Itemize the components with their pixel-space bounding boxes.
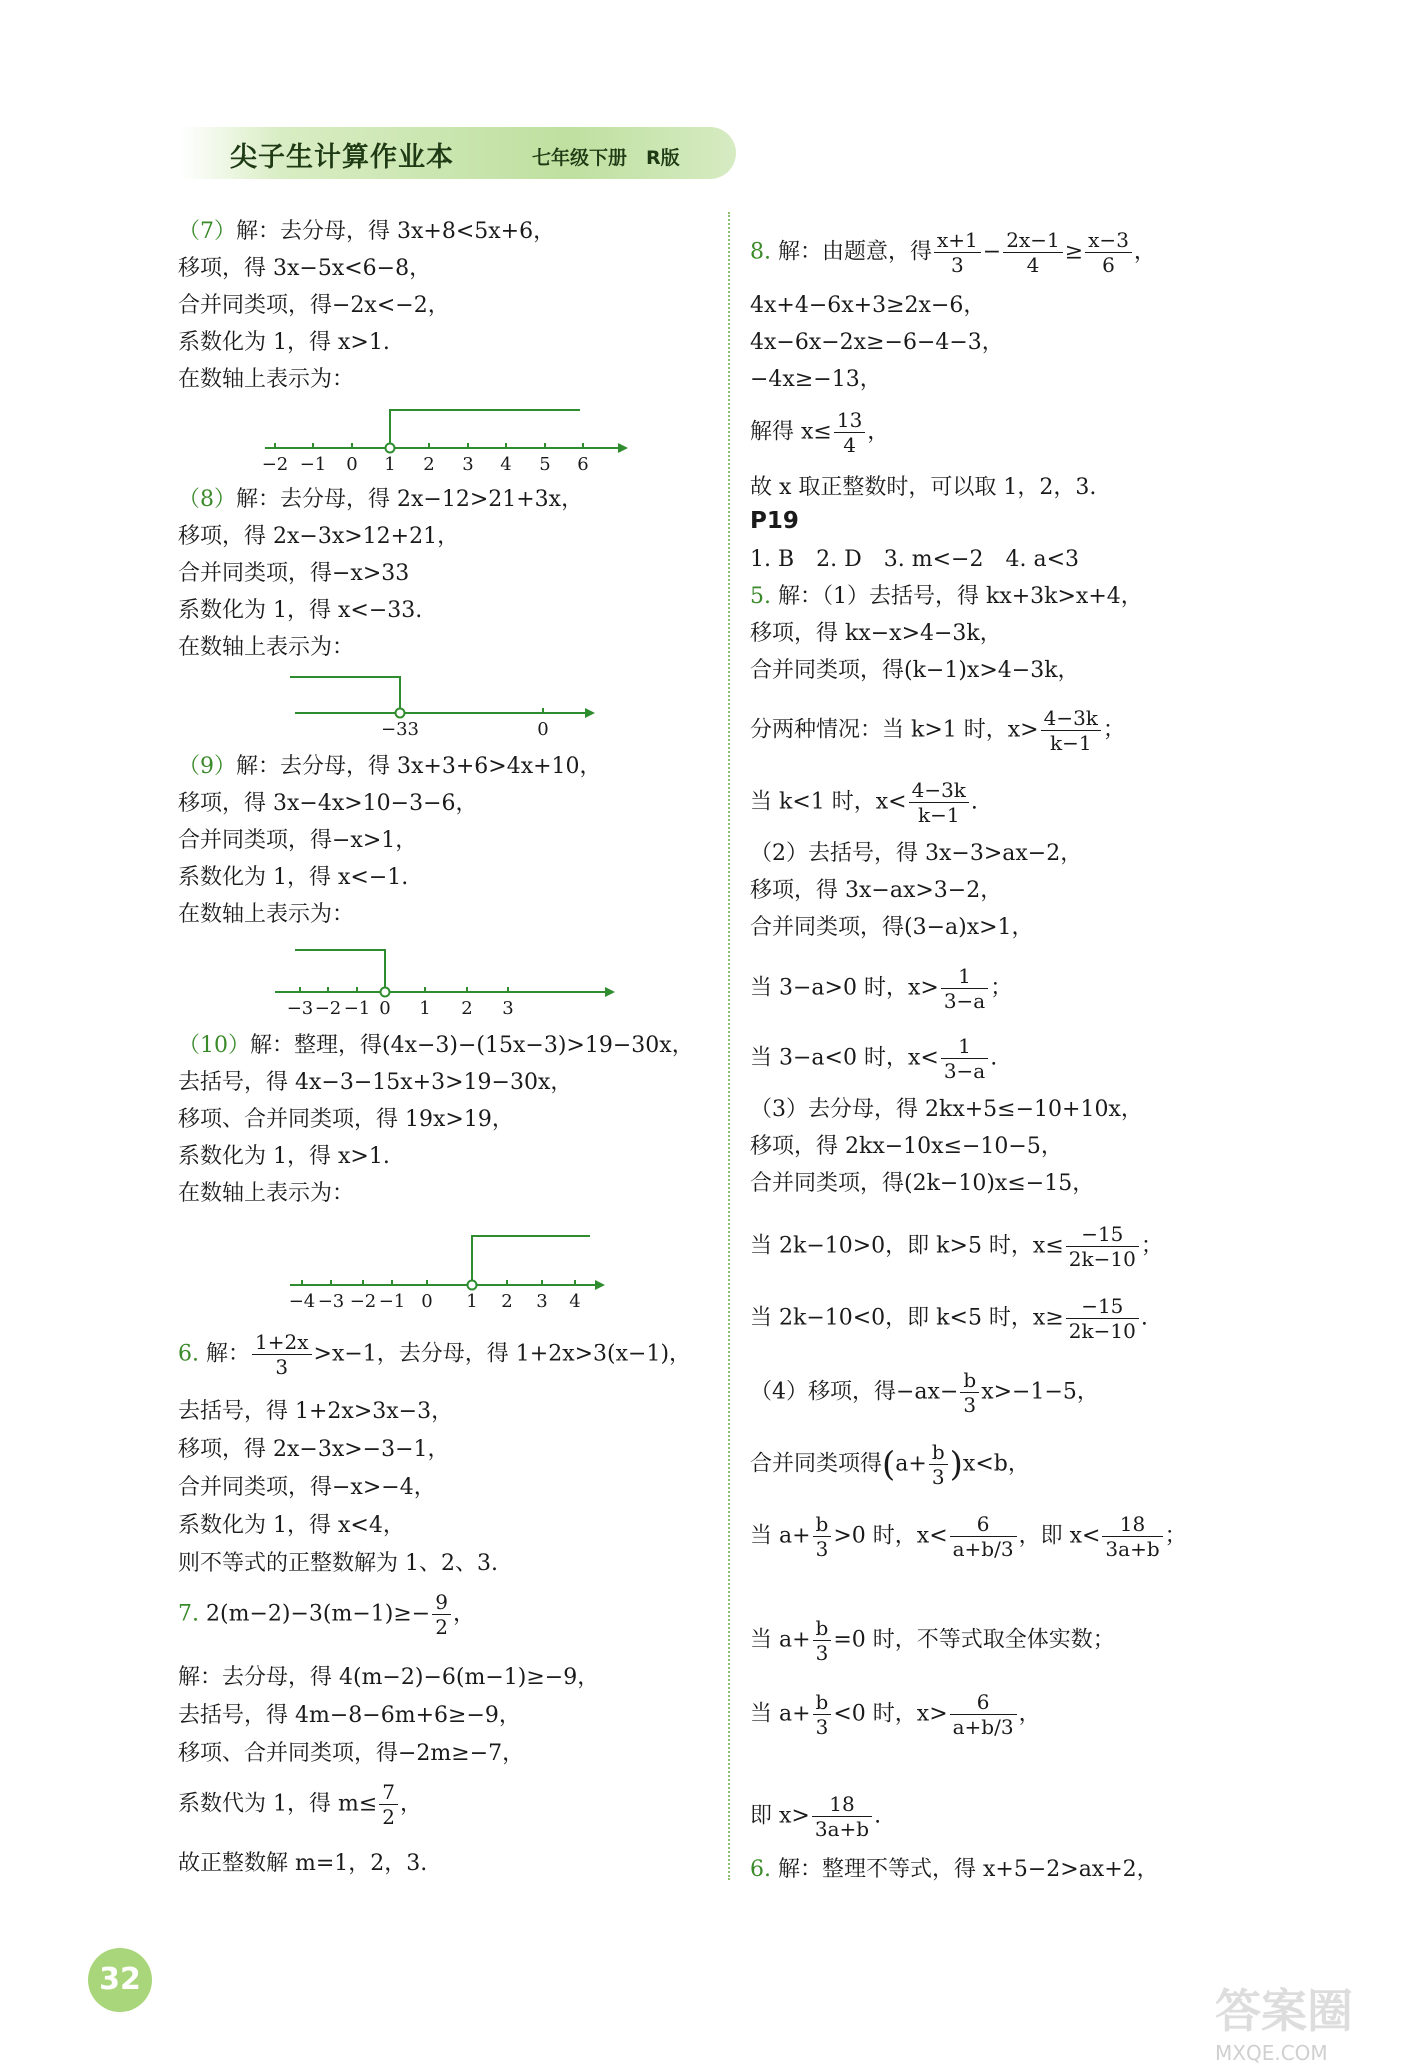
right-line: 6. 解：整理不等式，得 x+5−2>ax+2， (750, 1857, 1159, 1882)
axis-tick-label: −33 (381, 719, 419, 740)
right-line: 分两种情况：当 k>1 时，x> $\frac{4-3k}{k-1}$ ； (750, 706, 1125, 755)
number-line-1 (260, 400, 630, 475)
right-line: 移项，得 2kx−10x≤−10−5， (750, 1134, 1063, 1159)
right-line: 5. 解：（1）去括号，得 kx+3k>x+4， (750, 584, 1143, 609)
axis-tick-label: −4 (288, 1291, 316, 1308)
axis-tick-label: −3 (317, 1291, 345, 1308)
left-line: 移项，得 2x−3x>−3−1， (178, 1437, 450, 1462)
axis-tick-label: 2 (501, 1291, 513, 1308)
left-line: 解：去分母，得 4(m−2)−6(m−1)≥−9， (178, 1665, 600, 1690)
left-line: 移项、合并同类项，得−2m≥−7， (178, 1741, 525, 1766)
left-line: 在数轴上表示为： (178, 367, 355, 392)
axis-tick-label: 0 (537, 719, 549, 740)
right-line: 当 a+ $\frac{b}{3}$ >0 时，x< $\frac{6}{a+b/3}$ ，即 x< $\frac{18}{3a+b}$ ； (750, 1512, 1187, 1561)
axis-tick-label: 0 (421, 1291, 433, 1308)
left-line: 则不等式的正整数解为 1、2、3. (178, 1551, 498, 1576)
number-line-3 (270, 940, 620, 1020)
right-line: 解得 x≤ $\frac{13}{4}$ ， (750, 408, 890, 457)
right-line: 当 2k−10<0，即 k<5 时，x≥ $\frac{-15}{2k-10}$ . (750, 1294, 1148, 1343)
right-line: 合并同类项，得(3−a)x>1， (750, 915, 1034, 940)
left-line: 移项、合并同类项，得 19x>19， (178, 1107, 514, 1132)
axis-tick-label: −2 (261, 454, 289, 475)
left-line: 移项，得 3x−4x>10−3−6， (178, 791, 478, 816)
right-line: 当 k<1 时，x< $\frac{4-3k}{k-1}$ . (750, 778, 978, 827)
axis-tick-label: −3 (286, 998, 314, 1019)
right-line: 合并同类项，得(2k−10)x≤−15， (750, 1171, 1095, 1196)
left-line: 在数轴上表示为： (178, 1181, 355, 1206)
left-line: （7）解：去分母，得 3x+8<5x+6， (178, 219, 556, 244)
page-ref-mark: P19 (750, 508, 799, 534)
left-line: 系数化为 1，得 x>1. (178, 330, 390, 355)
book-subtitle: 七年级下册 R版 (532, 147, 680, 169)
left-line: 故正整数解 m=1，2，3. (178, 1851, 428, 1876)
right-line: （4）移项，得−ax− $\frac{b}{3}$ x>−1−5， (750, 1368, 1099, 1417)
left-line: 移项，得 2x−3x>12+21， (178, 524, 460, 549)
left-line: （8）解：去分母，得 2x−12>21+3x， (178, 487, 584, 512)
axis-tick-label: 1 (466, 1291, 478, 1308)
left-line: 在数轴上表示为： (178, 902, 355, 927)
right-line: 8. 解：由题意，得 $\frac{x+1}{3}$ − $\frac{2x-1}{4}$ ≥ $\frac{x-3}{6}$ ， (750, 228, 1156, 277)
axis-tick-label: −1 (299, 454, 327, 475)
axis-tick-label: 3 (462, 454, 474, 475)
left-line: 在数轴上表示为： (178, 635, 355, 660)
right-line: 当 3−a<0 时，x< $\frac{1}{3-a}$ . (750, 1034, 998, 1083)
book-title: 尖子生计算作业本 (230, 142, 454, 173)
axis-tick-label: 0 (379, 998, 391, 1019)
left-line: 去括号，得 4x−3−15x+3>19−30x， (178, 1070, 573, 1095)
left-line: 去括号，得 4m−8−6m+6≥−9， (178, 1703, 521, 1728)
column-divider (728, 212, 730, 1880)
right-line: （3）去分母，得 2kx+5≤−10+10x， (750, 1097, 1143, 1122)
left-line: 合并同类项，得−x>33 (178, 561, 410, 586)
left-line: 系数代为 1，得 m≤ $\frac{7}{2}$ ， (178, 1780, 423, 1829)
axis-tick-label: −1 (343, 998, 371, 1019)
left-line: 系数化为 1，得 x<−1. (178, 865, 409, 890)
axis-tick-label: −2 (314, 998, 342, 1019)
axis-tick-label: 6 (577, 454, 589, 475)
axis-tick-label: 3 (502, 998, 514, 1019)
right-line: 故 x 取正整数时，可以取 1，2，3. (750, 475, 1097, 500)
left-line: （9）解：去分母，得 3x+3+6>4x+10， (178, 754, 602, 779)
axis-tick-label: 2 (423, 454, 435, 475)
axis-tick-label: 1 (384, 454, 396, 475)
right-line: 移项，得 3x−ax>3−2， (750, 878, 1003, 903)
left-line: 6. 解： $\frac{1+2x}{3}$ >x−1，去分母，得 1+2x>3(x−1)， (178, 1330, 692, 1379)
right-line: 当 a+ $\frac{b}{3}$ <0 时，x> $\frac{6}{a+b/3}$ ， (750, 1690, 1041, 1739)
axis-tick-label: 2 (461, 998, 473, 1019)
right-line: −4x≥−13， (750, 367, 882, 392)
axis-tick-label: 5 (539, 454, 551, 475)
left-line: 系数化为 1，得 x<4， (178, 1513, 405, 1538)
axis-tick-label: 4 (500, 454, 512, 475)
right-line: 1. B 2. D 3. m<−2 4. a<3 (750, 547, 1080, 572)
left-line: 合并同类项，得−x>1， (178, 828, 418, 853)
left-line: 去括号，得 1+2x>3x−3， (178, 1399, 454, 1424)
right-line: 合并同类项，得(k−1)x>4−3k， (750, 658, 1080, 683)
left-line: 合并同类项，得−x>−4， (178, 1475, 436, 1500)
left-line: 合并同类项，得−2x<−2， (178, 293, 450, 318)
right-line: 当 2k−10>0，即 k>5 时，x≤ $\frac{-15}{2k-10}$ ； (750, 1222, 1163, 1271)
right-line: 4x+4−6x+3≥2x−6， (750, 293, 986, 318)
left-line: 系数化为 1，得 x<−33. (178, 598, 423, 623)
axis-tick-label: 0 (346, 454, 358, 475)
right-line: 即 x> $\frac{18}{3a+b}$ . (750, 1792, 882, 1841)
page-number-badge: 32 (88, 1948, 152, 2012)
right-line: 移项，得 kx−x>4−3k， (750, 621, 1002, 646)
number-line-4 (285, 1228, 615, 1308)
right-line: 合并同类项得(a+ $\frac{b}{3}$ )x<b， (750, 1440, 1030, 1489)
number-line-2 (285, 668, 605, 743)
left-line: （10）解：整理，得(4x−3)−(15x−3)>19−30x， (178, 1033, 694, 1058)
right-line: 当 a+ $\frac{b}{3}$ =0 时，不等式取全体实数； (750, 1616, 1115, 1665)
left-line: 7. 2(m−2)−3(m−1)≥− $\frac{9}{2}$ ， (178, 1590, 475, 1639)
axis-tick-label: −2 (349, 1291, 377, 1308)
left-line: 移项，得 3x−5x<6−8， (178, 256, 432, 281)
left-line: 系数化为 1，得 x>1. (178, 1144, 390, 1169)
right-line: （2）去括号，得 3x−3>ax−2， (750, 841, 1083, 866)
site-watermark: 答案圈 MXQE.COM (1215, 1984, 1353, 2065)
axis-tick-label: 3 (536, 1291, 548, 1308)
axis-tick-label: −1 (378, 1291, 406, 1308)
axis-tick-label: 1 (419, 998, 431, 1019)
axis-tick-label: 4 (569, 1291, 581, 1308)
right-line: 当 3−a>0 时，x> $\frac{1}{3-a}$ ； (750, 964, 1013, 1013)
header-banner (180, 127, 736, 179)
right-line: 4x−6x−2x≥−6−4−3， (750, 330, 1004, 355)
